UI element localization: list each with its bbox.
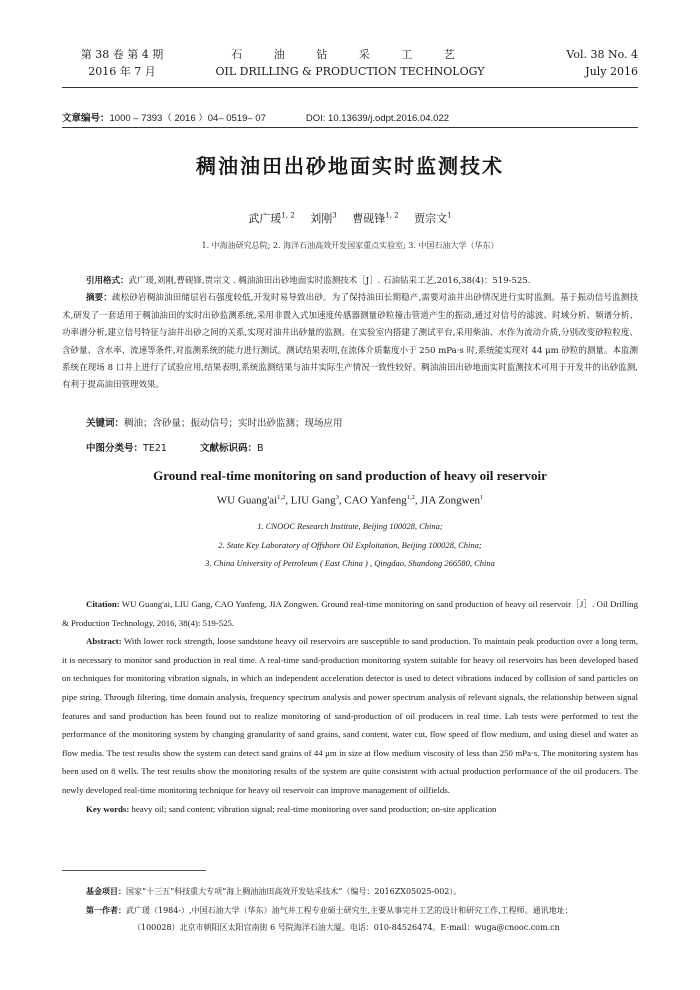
affiliation-en-3: 3. China University of Petroleum ( East China ) , Qingdao, Shandong 266580, China (205, 558, 495, 568)
issue-info (62, 46, 182, 80)
author: 贾宗文$^1$ (414, 211, 452, 225)
article-no: 1000 – 7393（ 2016 ）04– 0519– 07 (109, 113, 266, 124)
footnote-address: （100028）北京市朝阳区太阳宫南街 6 号院海洋石油大厦。电话：010-84526474。E-mail：wuga@cnooc.com.cn (133, 923, 560, 932)
keywords-en: Key words: heavy oil; sand content; vibration signal; real-time monitoring over sand production; on-site application (86, 803, 497, 814)
page-title: 稠油油田出砂地面实时监测技术 (196, 154, 504, 178)
footnote-fund: 基金项目：国家“十三五”科技重大专项“海上稠油油田高效开发钻采技术”（编号：2016ZX05025-002）。 (86, 887, 462, 896)
affiliation-en-2: 2. State Key Laboratory of Offshore Oil Exploitation, Beijing 100028, China; (218, 540, 482, 550)
issue-info-en (498, 46, 638, 80)
citation-cn: 引用格式：武广瑗,刘刚,曹砚锋,贾宗文 . 稠油油田出砂地面实时监测技术［J］. 石油钻采工艺,2016,38(4)：519-525. (86, 276, 531, 286)
author: 曹砚锋$^{1, 2}$ (352, 211, 399, 225)
journal-name-cn: 石 油 钻 采 工 艺 (231, 48, 469, 61)
author: 武广瑗$^{1, 2}$ (248, 211, 295, 225)
journal-name-en: OIL DRILLING & PRODUCTION TECHNOLOGY (215, 65, 485, 78)
article-meta (62, 110, 449, 124)
authors-en: WU Guang'ai$^{1,2}$, LIU Gang$^3$, CAO Yanfeng$^{1,2}$, JIA Zongwen$^1$ (216, 494, 484, 507)
header-rule (62, 87, 638, 88)
volume-en: Vol. 38 No. 4 (566, 48, 638, 61)
author: 刘刚$^3$ (310, 211, 337, 225)
footnote-rule (62, 870, 206, 871)
citation-en: Citation: WU Guang'ai, LIU Gang, CAO Yanfeng, JIA Zongwen. Ground real-time monitoring on sand production of heavy oil reservoir［J］. Oil Drilling & Production Technology, 2016, 38(4): 519-525. (62, 599, 638, 628)
affiliations-cn: 1. 中海油研究总院; 2. 海洋石油高效开发国家重点实验室; 3. 中国石油大学（华东） (201, 241, 499, 250)
abstract-cn-block (62, 273, 638, 395)
classification: 中图分类号：TE21 文献标识码：B (86, 443, 264, 454)
doi[interactable]: DOI: 10.13639/j.odpt.2016.04.022 (305, 113, 450, 124)
authors-cn (0, 210, 700, 226)
abstract-en: Abstract: With lower rock strength, loose sandstone heavy oil reservoirs are susceptible to sand production. To maintain peak production over a long term, it is necessary to monitor sand production in real time. A real-time sand-production monitoring system suitable for heavy oil reservoirs has been developed based on techniques for monitoring vibration signals, in which an independent acceleration detector is used to detect vibrations induced by collision of sand particles on pipe string. Through filtering, time domain analysis, frequency spectrum analysis and power spectrum analysis of relevant signals, the relationship between signal features and sand production has been found out to realize monitoring of sand-production of oil producers in real time. Lab tests were performed to test the performance of the monitoring system by changing granularity of sand grains, sand content, water cut, flow speed of flow medium, and using diesel and water as flow media. The test results show the system can detect sand grains of 44 μm in size at flow medium viscosity of less than 250 mPa·s. The monitoring system has been used on 8 wells. The test results show the monitoring results of the system are quite consistent with actual production performance of the oil producers. The newly developed real-time monitoring technique for heavy oil reservoir can improve management of oilfields. (62, 636, 638, 795)
abstract-en-block (62, 595, 638, 818)
meta-rule (62, 127, 638, 128)
article-no-label: 文章编号： (62, 113, 110, 124)
affiliation-en-1: 1. CNOOC Research Institute, Beijing 100028, China; (257, 521, 443, 531)
abstract-cn: 摘要：疏松砂岩稠油油田储层岩石强度较低,开发时易导致出砂。为了保持油田长期稳产,需要对油井出砂情况进行实时监测。基于振动信号监测技术,研发了一套适用于稠油油田的实时出砂监测系统,采用非置入式加速度传感器测量砂粒撞击管道产生的振动,通过对信号的滤波、时域分析、频谱分析、功率谱分析,建立信号特征与油井出砂之间的关系,实现对油井出砂量的监测。在实验室内搭建了测试平台,采用柴油、水作为流动介质,分别改变砂粒粒度、含砂量、含水率、流速等条件,对监测系统的能力进行测试。测试结果表明,在流体介质黏度小于 250 mPa·s 时,系统能实现对 44 μm 砂粒的测量。本监测系统在现场 8 口井上进行了试验应用,结果表明,系统监测结果与油井实际生产情况一致性较好。稠油油田出砂地面实时监测技术可用于开发井的出砂监测,有利于提高油田管理效果。 (62, 293, 638, 391)
date-en: July 2016 (585, 65, 638, 78)
keywords-cn: 关键词：稠油；含砂量；振动信号；实时出砂监测；现场应用 (86, 418, 343, 429)
footnote-author: 第一作者：武广瑗（1984-）,中国石油大学（华东）油气井工程专业硕士研究生,主要从事完井工艺的设计和研究工作,工程师。通讯地址： (86, 906, 573, 915)
issue-volume: 第 38 卷 第 4 期 (80, 48, 164, 61)
title-en: Ground real-time monitoring on sand production of heavy oil reservoir (153, 468, 547, 483)
journal-name (200, 46, 500, 80)
issue-date: 2016 年 7 月 (88, 65, 156, 78)
